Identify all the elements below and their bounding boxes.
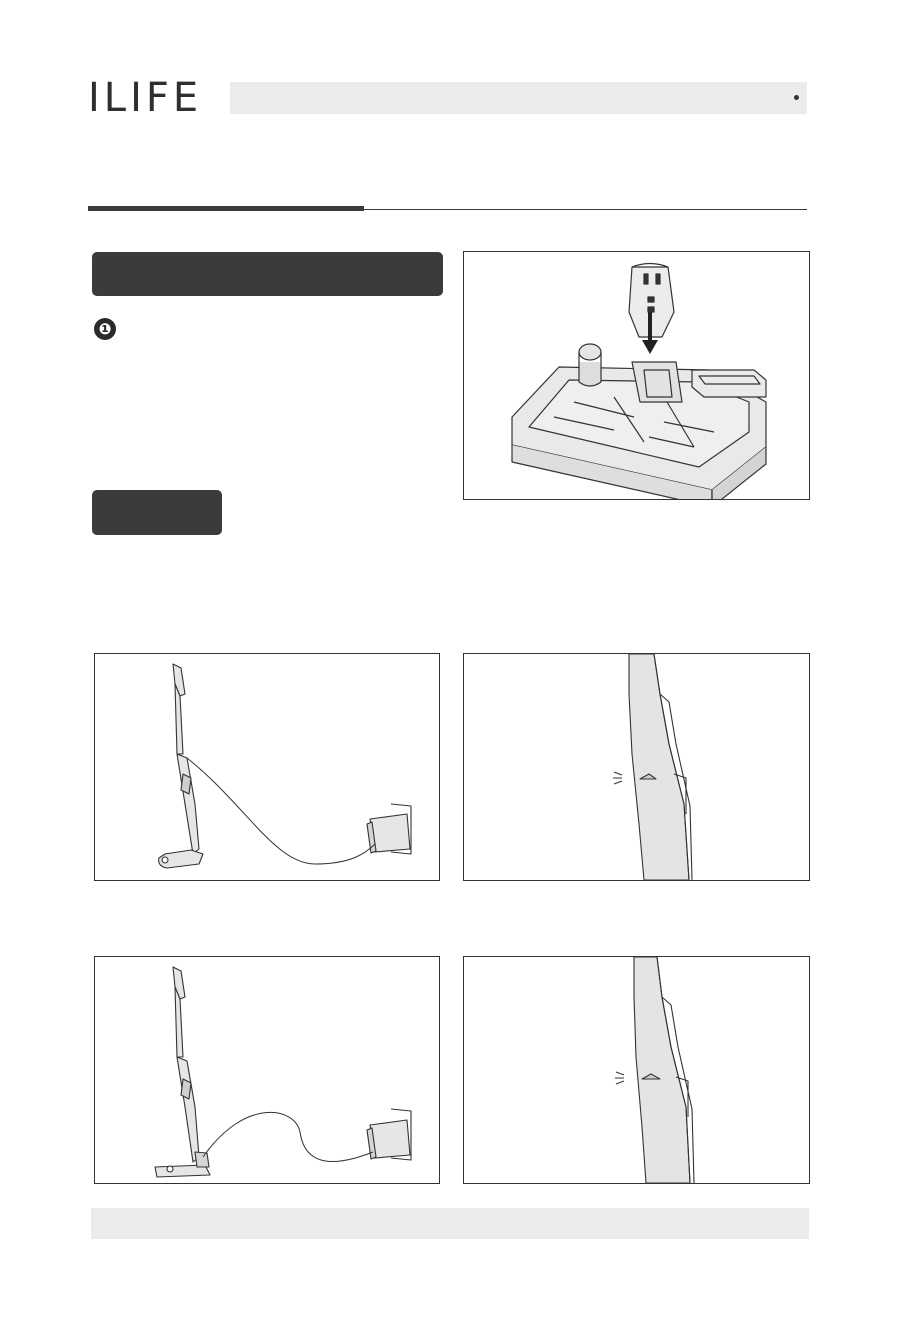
- indicator-closeup-figure-2: [463, 956, 810, 1184]
- footer-bar: [91, 1208, 809, 1239]
- step-number-badge: ❶: [94, 318, 116, 340]
- vacuum-charging-illustration: [95, 654, 439, 880]
- section-rule: [364, 209, 807, 210]
- vacuum-charging-figure-2: [94, 956, 440, 1184]
- brand-logo: ILIFE: [88, 75, 203, 121]
- section-heading-bar: [92, 252, 443, 296]
- charging-base-illustration: [464, 252, 809, 499]
- header-bar: [230, 82, 807, 114]
- vacuum-charging-figure-1: [94, 653, 440, 881]
- section-rule-accent: [88, 206, 364, 211]
- note-heading-bar: [92, 490, 222, 535]
- charging-indicator-closeup: [464, 957, 809, 1183]
- vacuum-charging-illustration: [95, 957, 439, 1183]
- charging-base-figure: [463, 251, 810, 500]
- header-dot: [794, 95, 799, 100]
- indicator-closeup-figure-1: [463, 653, 810, 881]
- charging-indicator-closeup: [464, 654, 809, 880]
